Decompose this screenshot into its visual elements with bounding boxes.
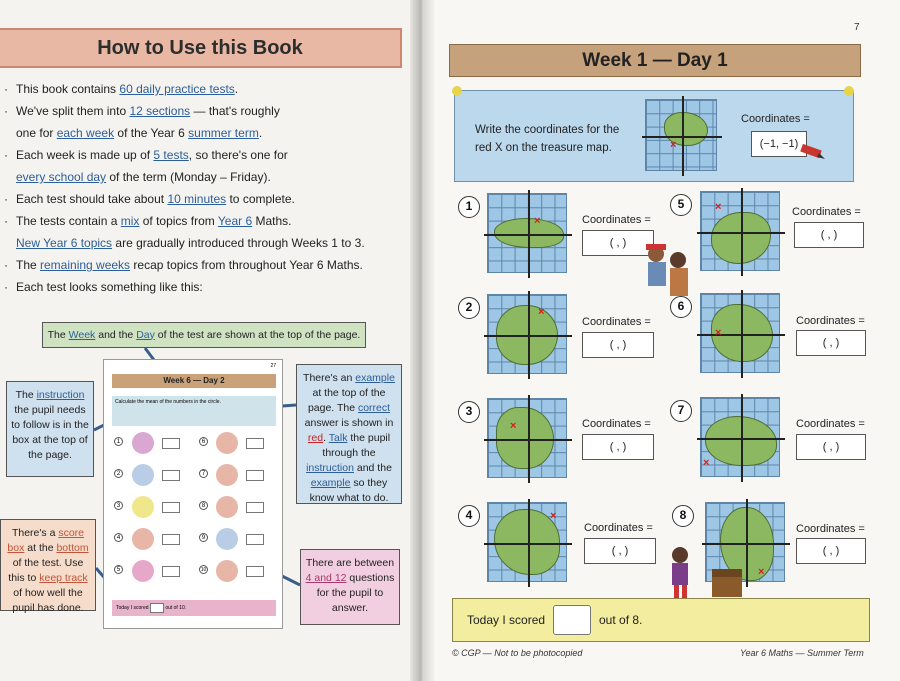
treasure-map-grid: × (487, 502, 567, 582)
question-number: 4 (458, 505, 480, 527)
example-map-grid: × (645, 99, 717, 171)
footer-course: Year 6 Maths — Summer Term (740, 648, 864, 658)
coordinates-label: Coordinates = (582, 418, 651, 430)
treasure-map-grid: × (487, 294, 567, 374)
treasure-map-grid: × (700, 191, 780, 271)
coordinates-label: Coordinates = (582, 316, 651, 328)
treasure-map-grid: × (700, 397, 780, 477)
coordinates-label: Coordinates = (792, 206, 861, 218)
test-title: Week 1 — Day 1 (582, 49, 728, 71)
bullet-item: · Each test should take about 10 minutes to complete. (4, 192, 295, 206)
pencil-icon (799, 143, 827, 161)
bullet-item: · This book contains 60 daily practice tests. (4, 82, 239, 96)
answer-box[interactable]: ( , ) (582, 230, 654, 256)
treasure-map-grid: × (700, 293, 780, 373)
coordinates-label: Coordinates = (796, 315, 865, 327)
question-number: 5 (670, 194, 692, 216)
sample-page-header: Week 6 — Day 2 (112, 374, 276, 388)
question-number: 6 (670, 296, 692, 318)
coordinates-label: Coordinates = (584, 522, 653, 534)
example-answer: (−1, −1) (751, 131, 807, 157)
treasure-map-grid: × (487, 193, 567, 273)
answer-box[interactable]: ( , ) (794, 222, 864, 248)
bullet-item: · The tests contain a mix of topics from Year 6 Maths. (4, 214, 292, 228)
callout-question-count: There are between 4 and 12 questions for the pupil to answer. (300, 549, 400, 625)
left-page-title: How to Use this Book (97, 36, 303, 59)
question-number: 1 (458, 196, 480, 218)
bullet-item: · Each test looks something like this: (4, 280, 203, 294)
bullet-continuation: every school day of the term (Monday – Friday). (16, 170, 271, 184)
callout-score-box: There's a score box at the bottom of the test. Use this to keep track of how well the pupil has done. (0, 519, 96, 611)
coordinates-label: Coordinates = (796, 523, 865, 535)
score-input[interactable] (553, 605, 591, 635)
answer-box[interactable]: ( , ) (796, 538, 866, 564)
pushpin-icon (842, 84, 856, 98)
score-suffix: out of 8. (599, 613, 643, 627)
instruction-box (454, 90, 854, 182)
sample-instruction: Calculate the mean of the numbers in the circle. (112, 396, 276, 426)
test-title-banner (449, 44, 861, 77)
instruction-text: Write the coordinates for the red X on the treasure map. (475, 124, 620, 154)
sample-page-number: 27 (270, 363, 276, 369)
answer-box[interactable]: ( , ) (582, 434, 654, 460)
pirates-illustration (638, 240, 694, 304)
coordinates-label: Coordinates = (796, 418, 865, 430)
coordinates-label: Coordinates = (582, 214, 651, 226)
question-number: 2 (458, 297, 480, 319)
pushpin-icon (450, 84, 464, 98)
page-number: 7 (854, 22, 860, 33)
bullet-item: · We've split them into 12 sections — that's roughly (4, 104, 280, 118)
score-box (452, 598, 870, 642)
question-number: 8 (672, 505, 694, 527)
sample-score-box: Today I scored out of 10. (112, 600, 276, 616)
bullet-item: · The remaining weeks recap topics from throughout Year 6 Maths. (4, 258, 363, 272)
callout-example: There's an example at the top of the page. The correct answer is shown in red. Talk the pupil through the instruction and the example so they know what to do. (296, 364, 402, 504)
bullet-item: · Each week is made up of 5 tests, so there's one for (4, 148, 288, 162)
answer-box[interactable]: ( , ) (582, 332, 654, 358)
answer-box[interactable]: ( , ) (584, 538, 656, 564)
treasure-map-grid: × (705, 502, 785, 582)
score-prefix: Today I scored (467, 613, 546, 627)
callout-instruction: The instruction the pupil needs to follow is in the box at the top of the page. (6, 381, 94, 477)
callout-week-day: The Week and the Day of the test are shown at the top of the page. (42, 322, 366, 348)
sample-test-page: 27 Week 6 — Day 2 Calculate the mean of the numbers in the circle. 1 6 2 7 3 8 4 9 5 10 Today I scored out of 10. (103, 359, 283, 629)
question-number: 3 (458, 401, 480, 423)
footer-copyright: © CGP — Not to be photocopied (452, 648, 583, 658)
pirate-and-chest-illustration (660, 545, 750, 605)
answer-box[interactable]: ( , ) (796, 330, 866, 356)
answer-box[interactable]: ( , ) (796, 434, 866, 460)
treasure-map-grid: × (487, 398, 567, 478)
example-coordinates-label: Coordinates = (741, 113, 810, 125)
question-number: 7 (670, 400, 692, 422)
bullet-continuation: one for each week of the Year 6 summer term. (16, 126, 263, 140)
bullet-continuation: New Year 6 topics are gradually introduced through Weeks 1 to 3. (16, 236, 365, 250)
